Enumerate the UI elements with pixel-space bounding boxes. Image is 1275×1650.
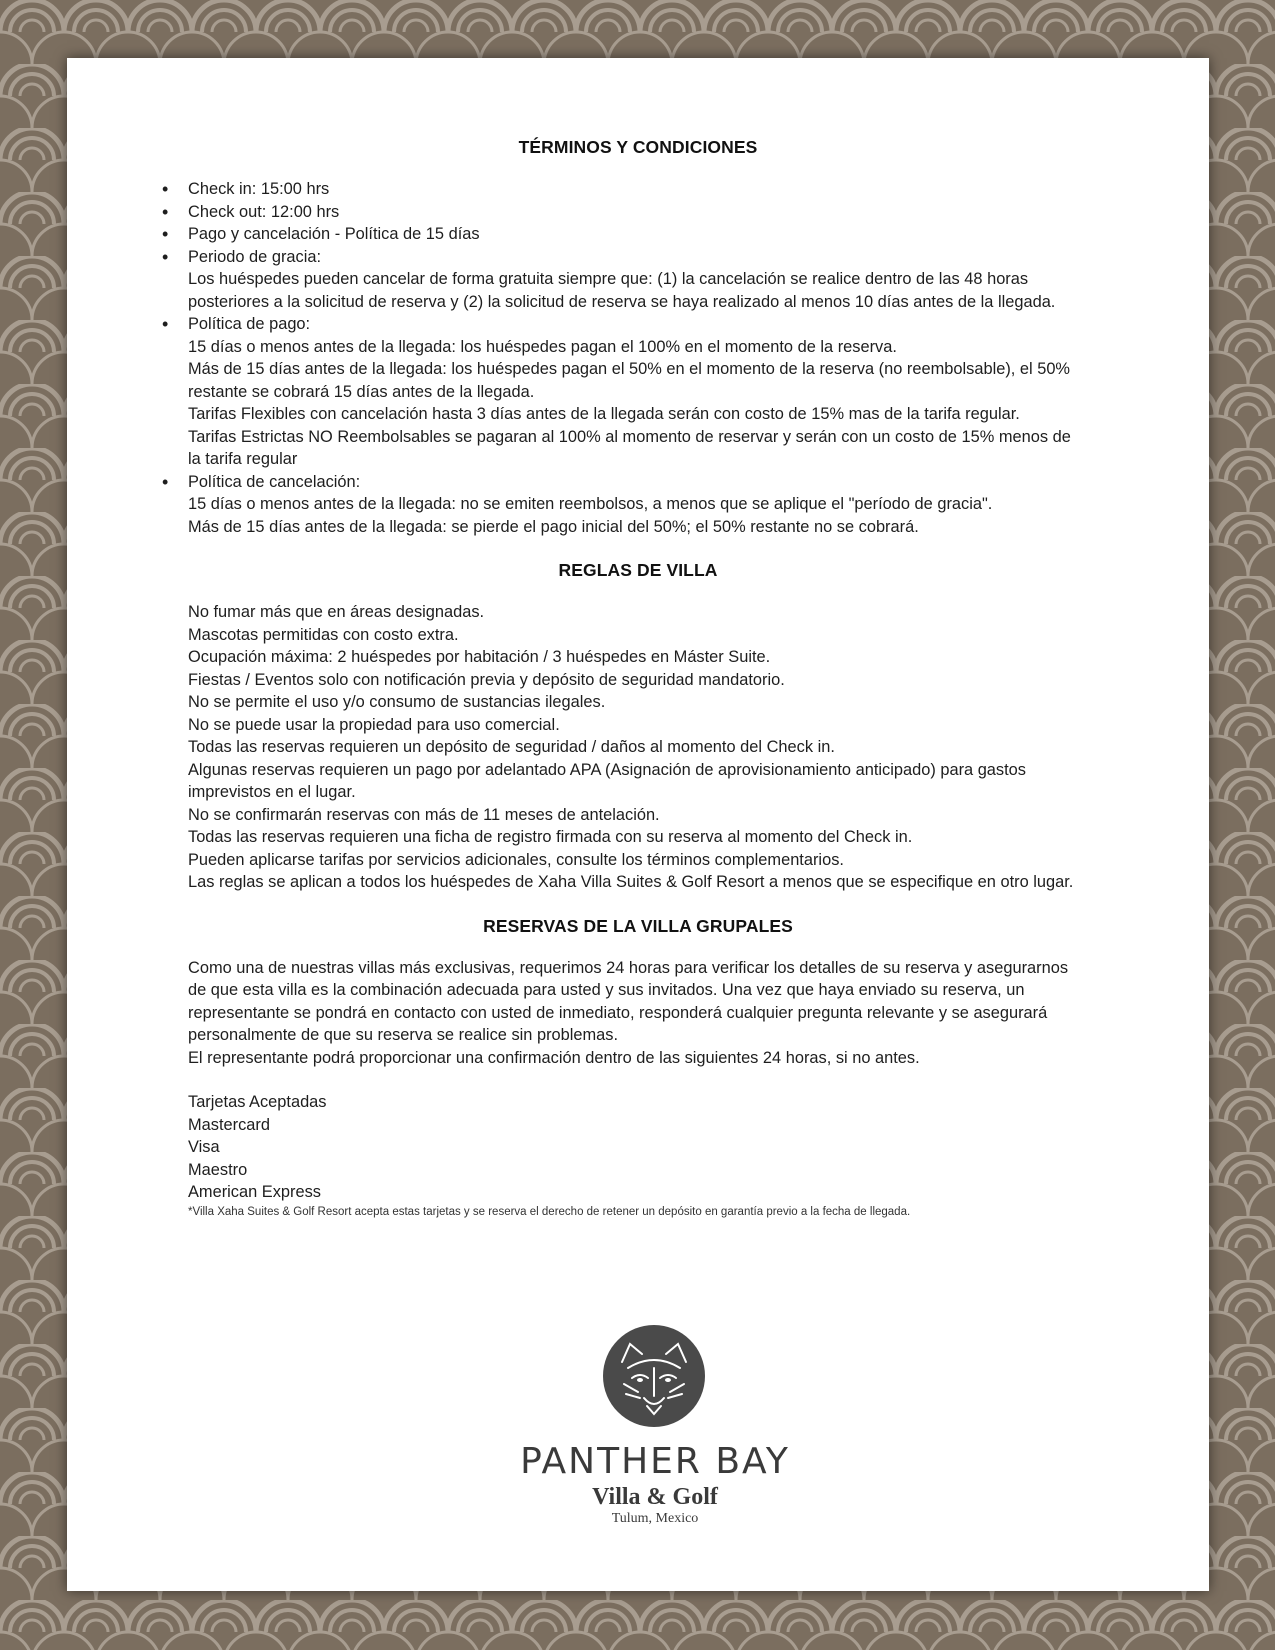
rule-line: No fumar más que en áreas designadas. (188, 603, 485, 621)
terms-item (188, 246, 1088, 314)
document-sheet (67, 58, 1209, 1591)
terms-line: • Política de pago: (188, 315, 311, 333)
terms-line: Tarifas Flexibles con cancelación hasta 3 días antes de la llegada serán con costo de 15% mas de la tarifa regular. (188, 405, 1020, 423)
rule-line: Algunas reservas requieren un pago por adelantado APA (Asignación de aprovisionamiento anticipado) para gastos imprevistos en el lugar. (188, 760, 1026, 801)
terms-line: Más de 15 días antes de la llegada: se pierde el pago inicial del 50%; el 50% restante no se cobrará. (188, 517, 919, 536)
brand-logo (440, 1322, 840, 1532)
group-confirmation: El representante podrá proporcionar una confirmación dentro de las siguientes 24 horas, si no antes. (188, 1048, 920, 1067)
document-content (188, 136, 1088, 1220)
cards-note: *Villa Xaha Suites & Golf Resort acepta estas tarjetas y se reserva el derecho de retener un depósito en garantía previo a la fecha de llegada. (188, 1205, 911, 1218)
cards-list (188, 1114, 1088, 1204)
rule-line: No se puede usar la propiedad para uso comercial. (188, 715, 560, 734)
terms-item (188, 201, 1088, 224)
terms-list (188, 178, 1088, 538)
panther-head-icon (600, 1322, 708, 1434)
rule-line: Ocupación máxima: 2 huéspedes por habitación / 3 huéspedes en Máster Suite. (188, 648, 771, 666)
brand-subtitle: Villa & Golf (592, 1484, 718, 1510)
terms-line: • Pago y cancelación - Política de 15 días (188, 225, 480, 243)
card-item: American Express (188, 1183, 321, 1201)
terms-item (188, 471, 1088, 539)
card-item: Mastercard (188, 1115, 270, 1134)
rule-line: Fiestas / Eventos solo con notificación previa y depósito de seguridad mandatorio. (188, 670, 785, 689)
brand-location: Tulum, Mexico (611, 1511, 699, 1526)
rules-title: REGLAS DE VILLA (558, 560, 718, 580)
terms-line: Tarifas Estrictas NO Reembolsables se pagaran al 100% al momento de reservar y serán con un costo de 15% menos de la tarifa regular (188, 427, 1071, 468)
rule-line: No se confirmarán reservas con más de 11 meses de antelación. (188, 805, 660, 824)
cards-title: Tarjetas Aceptadas (188, 1093, 327, 1111)
rule-line: Pueden aplicarse tarifas por servicios adicionales, consulte los términos complementarios. (188, 850, 844, 869)
terms-line: • Check in: 15:00 hrs (188, 180, 330, 198)
brand-name: PANTHER BAY (520, 1441, 790, 1482)
group-paragraph: Como una de nuestras villas más exclusivas, requerimos 24 horas para verificar los detalles de su reserva y asegurarnos de que esta villa es la combinación adecuada para usted y sus invitados. Una vez que haya enviado su reserva, un representante se pondrá en contacto con usted de inmediato, responderá cualquier pregunta relevante y se asegurará personalmente de que su reserva se realice sin problemas. (188, 958, 1069, 1044)
group-title: RESERVAS DE LA VILLA GRUPALES (483, 915, 793, 936)
terms-line: 15 días o menos antes de la llegada: no se emiten reembolsos, a menos que se aplique el "período de gracia". (188, 495, 993, 513)
terms-title: TÉRMINOS Y CONDICIONES (518, 137, 758, 157)
terms-line: Más de 15 días antes de la llegada: los huéspedes pagan el 50% en el momento de la reserva (no reembolsable), el 50% restante se cobrará 15 días antes de la llegada. (188, 360, 1071, 401)
terms-line: 15 días o menos antes de la llegada: los huéspedes pagan el 100% en el momento de la reserva. (188, 337, 897, 356)
card-item: Visa (188, 1138, 220, 1156)
rule-line: Las reglas se aplican a todos los huéspedes de Xaha Villa Suites & Golf Resort a menos que se especifique en otro lugar. (188, 873, 1074, 891)
terms-item (188, 178, 1088, 201)
terms-item (188, 313, 1088, 471)
rules-list (188, 601, 1088, 894)
terms-line: • Política de cancelación: (188, 472, 361, 491)
terms-item (188, 223, 1088, 246)
terms-line: • Periodo de gracia: (188, 247, 322, 266)
rule-line: Todas las reservas requieren una ficha de registro firmada con su reserva al momento del Check in. (188, 828, 913, 846)
rule-line: No se permite el uso y/o consumo de sustancias ilegales. (188, 693, 606, 711)
card-item: Maestro (188, 1160, 248, 1179)
terms-line: • Check out: 12:00 hrs (188, 202, 340, 221)
rule-line: Mascotas permitidas con costo extra. (188, 625, 459, 644)
terms-line: Los huéspedes pueden cancelar de forma gratuita siempre que: (1) la cancelación se realice dentro de las 48 horas posteriores a la solicitud de reserva y (2) la solicitud de reserva se haya realizado al menos 10 días antes de la llegada. (188, 270, 1056, 311)
rule-line: Todas las reservas requieren un depósito de seguridad / daños al momento del Check in. (188, 738, 835, 756)
